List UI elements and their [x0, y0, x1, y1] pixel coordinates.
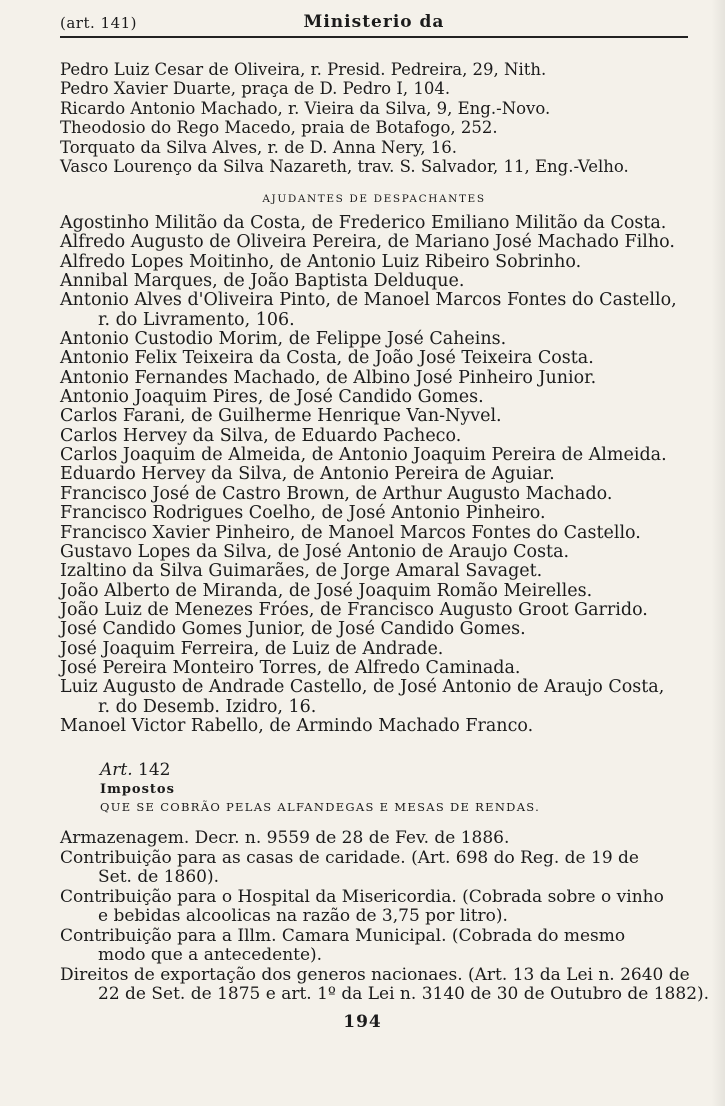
list-item: Gustavo Lopes da Silva, de José Antonio de Araujo Costa.	[60, 541, 570, 562]
list-item: José Candido Gomes Junior, de José Candido Gomes.	[60, 619, 526, 640]
list-item: Alfredo Lopes Moitinho, de Antonio Luiz Ribeiro Sobrinho.	[60, 251, 582, 272]
page-number: 194	[343, 1012, 382, 1032]
impostos-list	[60, 828, 710, 1005]
list-item: Agostinho Militão da Costa, de Frederico Emiliano Militão da Costa.	[60, 213, 667, 233]
list-item: Ricardo Antonio Machado, r. Vieira da Silva, 9, Eng.-Novo.	[60, 98, 551, 118]
list-item: Eduardo Hervey da Silva, de Antonio Pereira de Aguiar.	[60, 464, 555, 485]
list-item: Armazenagem. Decr. n. 9559 de 28 de Fev. de 1886.	[60, 828, 510, 848]
list-item: Annibal Marques, de João Baptista Delduque.	[60, 271, 465, 292]
list-item: Pedro Xavier Duarte, praça de D. Pedro I, 104.	[60, 79, 451, 99]
article-label: Art.	[100, 760, 133, 780]
list-item: Manoel Victor Rabello, de Armindo Machado Franco.	[60, 715, 534, 736]
list-item: Antonio Felix Teixeira da Costa, de João José Teixeira Costa.	[60, 348, 594, 369]
list-item: Theodosio do Rego Macedo, praia de Botafogo, 252.	[60, 118, 498, 138]
list-item: Alfredo Augusto de Oliveira Pereira, de Mariano José Machado Filho.	[60, 232, 675, 253]
header-article-ref: (art. 141)	[60, 14, 138, 32]
list-item-continuation: modo que a antecedente).	[98, 945, 323, 965]
list-item: Luiz Augusto de Andrade Castello, de José Antonio de Araujo Costa,	[60, 677, 665, 698]
list-item: Carlos Joaquim de Almeida, de Antonio Joaquim Pereira de Almeida.	[60, 445, 667, 466]
list-item: Antonio Custodio Morim, de Felippe José Caheins.	[60, 329, 507, 350]
article-number: 142	[138, 760, 171, 780]
list-item: Izaltino da Silva Guimarães, de Jorge Amaral Savaget.	[60, 561, 543, 582]
list-item: Antonio Fernandes Machado, de Albino José Pinheiro Junior.	[60, 367, 597, 388]
list-item: José Pereira Monteiro Torres, de Alfredo Caminada.	[60, 657, 521, 678]
list-item: Carlos Farani, de Guilherme Henrique Van-Nyvel.	[60, 406, 502, 427]
list-item-continuation: 22 de Set. de 1875 e art. 1º da Lei n. 3140 de 30 de Outubro de 1882).	[98, 984, 710, 1004]
list-item-continuation: r. do Livramento, 106.	[98, 309, 295, 330]
list-item: Contribuição para a Illm. Camara Municipal. (Cobrada do mesmo	[60, 925, 626, 946]
article-subtitle: QUE SE COBRÃO PELAS ALFANDEGAS E MESAS DE RENDAS.	[100, 800, 541, 814]
list-item: Carlos Hervey da Silva, de Eduardo Pacheco.	[60, 425, 462, 446]
list-item: Francisco Xavier Pinheiro, de Manoel Marcos Fontes do Castello.	[60, 522, 641, 543]
list-item: João Alberto de Miranda, de José Joaquim Romão Meirelles.	[60, 580, 593, 601]
list-item: Francisco Rodrigues Coelho, de José Antonio Pinheiro.	[60, 503, 546, 524]
page-edge-shadow	[711, 0, 725, 1106]
list-item: José Joaquim Ferreira, de Luiz de Andrade.	[60, 638, 444, 659]
list-item: João Luiz de Menezes Fróes, de Francisco Augusto Groot Garrido.	[60, 599, 648, 620]
header-title: Ministerio da	[303, 12, 445, 32]
article-heading	[100, 760, 171, 780]
section-subheading: AJUDANTES DE DESPACHANTES	[262, 193, 486, 205]
list-item: Vasco Lourenço da Silva Nazareth, trav. S. Salvador, 11, Eng.-Velho.	[60, 157, 629, 177]
despachantes-list	[60, 60, 695, 176]
list-item: Contribuição para o Hospital da Misericordia. (Cobrada sobre o vinho	[60, 886, 664, 907]
list-item: Antonio Joaquim Pires, de José Candido Gomes.	[60, 387, 484, 408]
list-item: Francisco José de Castro Brown, de Arthur Augusto Machado.	[60, 483, 613, 504]
list-item-continuation: e bebidas alcoolicas na razão de 3,75 por litro).	[98, 906, 508, 926]
list-item: Contribuição para as casas de caridade. (Art. 698 do Reg. de 19 de	[60, 847, 639, 868]
article-title: Impostos	[100, 782, 175, 797]
page-header	[60, 10, 688, 38]
list-item: Direitos de exportação dos generos nacionaes. (Art. 13 da Lei n. 2640 de	[60, 964, 690, 985]
list-item: Antonio Alves d'Oliveira Pinto, de Manoel Marcos Fontes do Castello,	[60, 290, 677, 311]
list-item: Pedro Luiz Cesar de Oliveira, r. Presid. Pedreira, 29, Nith.	[60, 60, 547, 79]
list-item: Torquato da Silva Alves, r. de D. Anna Nery, 16.	[60, 137, 457, 157]
ajudantes-list	[60, 214, 695, 736]
list-item-continuation: r. do Desemb. Izidro, 16.	[98, 696, 317, 717]
list-item-continuation: Set. de 1860).	[98, 867, 219, 887]
